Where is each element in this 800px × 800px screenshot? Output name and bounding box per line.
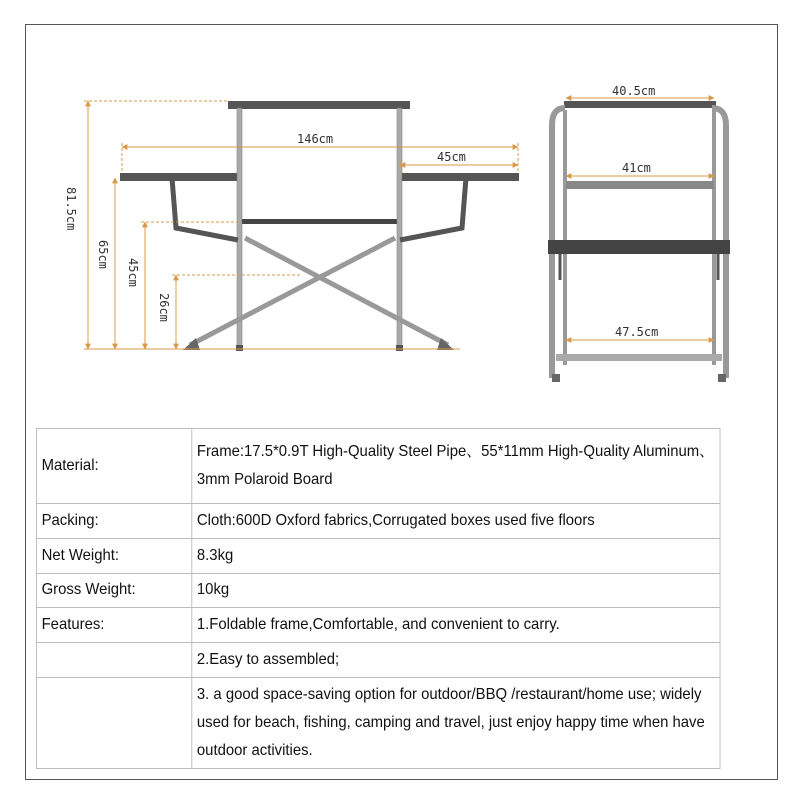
- side-height-label: 65cm: [96, 240, 110, 269]
- top-shelf: [228, 101, 410, 109]
- front-view: [64, 101, 519, 351]
- spec-label: Net Weight:: [36, 538, 191, 573]
- specifications-table: [36, 428, 720, 769]
- side-view-bottom-bar: [556, 354, 722, 361]
- top-width-label: 40.5cm: [612, 84, 656, 98]
- bottom-height-label: 26cm: [157, 293, 171, 322]
- cross-leg-left: [245, 238, 448, 345]
- spec-row-packing: [36, 504, 720, 539]
- middle-shelf: [238, 219, 400, 224]
- side-width-label: 45cm: [437, 150, 466, 164]
- overall-width-label: 146cm: [297, 132, 334, 146]
- spec-value: 8.3kg: [192, 538, 720, 573]
- side-view-middle-shelf: [566, 181, 714, 189]
- side-view-top-shelf: [564, 101, 716, 108]
- spec-label: Packing:: [36, 504, 191, 539]
- spec-value: 3. a good space-saving option for outdoor/BBQ /restaurant/home use; widely used for beach, fishing, camping and travel, just enjoy happy time when have outdoor activities.: [192, 678, 720, 769]
- right-upright: [397, 108, 402, 348]
- spec-row-material: [36, 429, 720, 504]
- right-upright-foot: [396, 345, 403, 351]
- spec-value: Frame:17.5*0.9T High-Quality Steel Pipe、55*11mm High-Quality Aluminum、3mm Polaroid Board: [192, 429, 720, 504]
- right-side-shelf: [400, 173, 519, 181]
- spec-label: Gross Weight:: [36, 573, 191, 608]
- total-height-label: 81.5cm: [64, 187, 78, 231]
- side-view-lower-bracket: [560, 254, 718, 280]
- right-bracket: [400, 178, 466, 240]
- middle-width-label: 41cm: [622, 161, 651, 175]
- spec-row-features-3: [36, 678, 720, 769]
- spec-row-features-1: [36, 608, 720, 643]
- spec-value: 10kg: [192, 573, 720, 608]
- left-upright: [237, 108, 242, 348]
- cross-leg-right: [190, 238, 395, 345]
- spec-value: Cloth:600D Oxford fabrics,Corrugated boxes used five floors: [192, 504, 720, 539]
- spec-label: [36, 678, 191, 769]
- left-bracket: [172, 178, 238, 240]
- spec-row-features-2: [36, 643, 720, 678]
- bottom-width-label: 47.5cm: [615, 325, 659, 339]
- spec-value: 2.Easy to assembled;: [192, 643, 720, 678]
- left-side-shelf: [120, 173, 238, 181]
- left-upright-foot: [236, 345, 243, 351]
- spec-value: 1.Foldable frame,Comfortable, and convenient to carry.: [192, 608, 720, 643]
- spec-row-gross-weight: [36, 573, 720, 608]
- spec-row-net-weight: [36, 538, 720, 573]
- side-view: [548, 84, 730, 378]
- spec-label: Material:: [36, 429, 191, 504]
- spec-label: Features:: [36, 608, 191, 643]
- side-view-lower-board: [548, 240, 730, 254]
- spec-label: [36, 643, 191, 678]
- middle-height-label: 45cm: [126, 258, 140, 287]
